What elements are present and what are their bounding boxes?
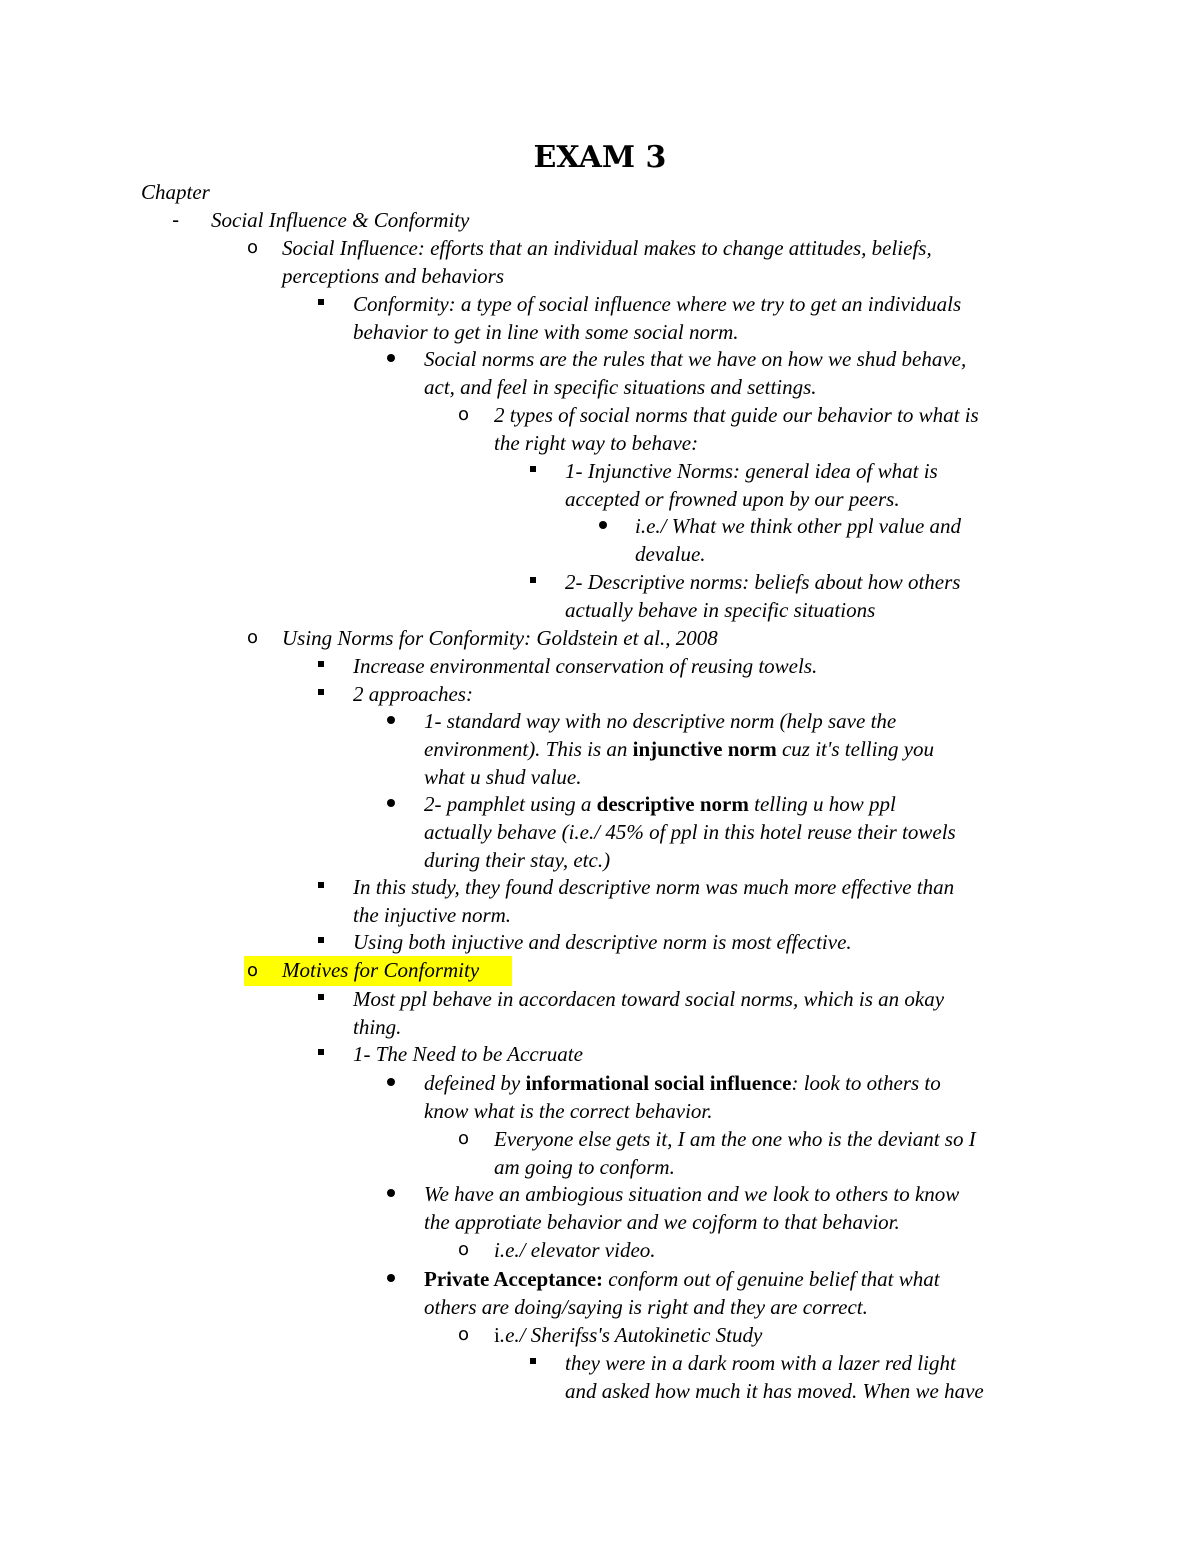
list-item-continued: the approtiate behavior and we cojform to that behavior.: [424, 1210, 900, 1234]
square-bullet: [530, 577, 536, 583]
list-item: they were in a dark room with a lazer red light: [565, 1351, 956, 1375]
list-item: 1- Injunctive Norms: general idea of what is: [565, 459, 938, 483]
text-run: telling u how ppl: [748, 792, 896, 816]
list-item: In this study, they found descriptive norm was much more effective than: [353, 875, 955, 899]
circle-marker: o: [247, 237, 259, 258]
list-item: Social norms are the rules that we have on how we shud behave,: [424, 347, 967, 371]
text-run: conform out of genuine belief that what: [603, 1267, 940, 1291]
list-item-continued: perceptions and behaviors: [282, 264, 505, 288]
list-item: Increase environmental conservation of reusing towels.: [353, 654, 818, 678]
list-item: Most ppl behave in accordacen toward social norms, which is an okay: [353, 987, 945, 1011]
square-bullet: [318, 1049, 324, 1055]
circle-marker: o: [458, 404, 470, 425]
circle-marker: o: [458, 1128, 470, 1149]
bold-term: informational social influence: [525, 1071, 792, 1095]
bold-term: descriptive norm: [596, 792, 749, 816]
list-item: Social Influence: efforts that an individual makes to change attitudes, beliefs,: [282, 236, 932, 260]
list-item: i.e./ What we think other ppl value and: [635, 514, 962, 538]
square-bullet: [318, 661, 324, 667]
square-bullet: [318, 689, 324, 695]
list-item: Conformity: a type of social influence where we try to get an individuals: [353, 292, 962, 316]
circle-marker: o: [247, 627, 259, 648]
list-item-continued: actually behave (i.e./ 45% of ppl in this hotel reuse their towels: [424, 820, 956, 844]
list-item: Everyone else gets it, I am the one who is the deviant so I: [494, 1127, 976, 1151]
square-bullet: [530, 1358, 536, 1364]
list-item: 1- standard way with no descriptive norm (help save the: [424, 709, 897, 733]
list-item: [424, 1070, 941, 1097]
list-item-continued: others are doing/saying is right and they are correct.: [424, 1295, 868, 1319]
list-item-continued: [424, 736, 934, 763]
square-bullet: [318, 937, 324, 943]
circle-marker: o: [247, 960, 259, 981]
chapter-heading: Chapter: [141, 180, 210, 204]
list-item-continued: the right way to behave:: [494, 431, 699, 455]
dot-bullet: [387, 1078, 395, 1086]
list-item: We have an ambiogious situation and we look to others to know: [424, 1182, 960, 1206]
dot-bullet: [599, 521, 607, 529]
text-run: 2- pamphlet using a: [424, 792, 597, 816]
list-item-continued: am going to conform.: [494, 1155, 675, 1179]
square-bullet: [530, 466, 536, 472]
list-item: 2 approaches:: [353, 682, 473, 706]
text-run: : look to others to: [791, 1071, 941, 1095]
bold-term: Private Acceptance:: [424, 1267, 604, 1291]
list-item: [494, 1322, 762, 1349]
dot-bullet: [387, 716, 395, 724]
list-item: i.e./ elevator video.: [494, 1238, 656, 1262]
bold-term: injunctive norm: [632, 737, 777, 761]
list-item: [424, 791, 896, 818]
list-item: 1- The Need to be Accruate: [353, 1042, 583, 1066]
square-bullet: [318, 882, 324, 888]
text-run: .e./ Sherifss's Autokinetic Study: [499, 1323, 763, 1347]
list-item-continued: know what is the correct behavior.: [424, 1099, 713, 1123]
dot-bullet: [387, 354, 395, 362]
list-item: 2- Descriptive norms: beliefs about how others: [565, 570, 961, 594]
list-item-continued: devalue.: [635, 542, 706, 566]
text-run: defeined by: [424, 1071, 526, 1095]
list-item-continued: what u shud value.: [424, 765, 582, 789]
text-run: cuz it's telling you: [776, 737, 935, 761]
list-item-continued: during their stay, etc.): [424, 848, 611, 872]
list-item-continued: the injuctive norm.: [353, 903, 512, 927]
list-item: Social Influence & Conformity: [211, 208, 470, 232]
list-item: Using both injuctive and descriptive norm is most effective.: [353, 930, 852, 954]
text-run: environment). This is an: [424, 737, 633, 761]
dash-marker: -: [172, 208, 180, 232]
dot-bullet: [387, 1274, 395, 1282]
list-item-continued: actually behave in specific situations: [565, 598, 876, 622]
dot-bullet: [387, 799, 395, 807]
square-bullet: [318, 994, 324, 1000]
list-item-continued: behavior to get in line with some social norm.: [353, 320, 739, 344]
list-item: [424, 1266, 940, 1293]
dot-bullet: [387, 1189, 395, 1197]
circle-marker: o: [458, 1239, 470, 1260]
list-item-continued: act, and feel in specific situations and settings.: [424, 375, 817, 399]
list-item-continued: and asked how much it has moved. When we have: [565, 1379, 984, 1403]
list-item-continued: accepted or frowned upon by our peers.: [565, 487, 900, 511]
text-run: i: [494, 1323, 500, 1347]
list-item-continued: thing.: [353, 1015, 402, 1039]
list-item: Using Norms for Conformity: Goldstein et al., 2008: [282, 626, 718, 650]
square-bullet: [318, 299, 324, 305]
list-item: 2 types of social norms that guide our behavior to what is: [494, 403, 979, 427]
circle-marker: o: [458, 1324, 470, 1345]
document-title: EXAM 3: [533, 140, 667, 175]
list-item-highlighted: Motives for Conformity: [282, 958, 480, 982]
